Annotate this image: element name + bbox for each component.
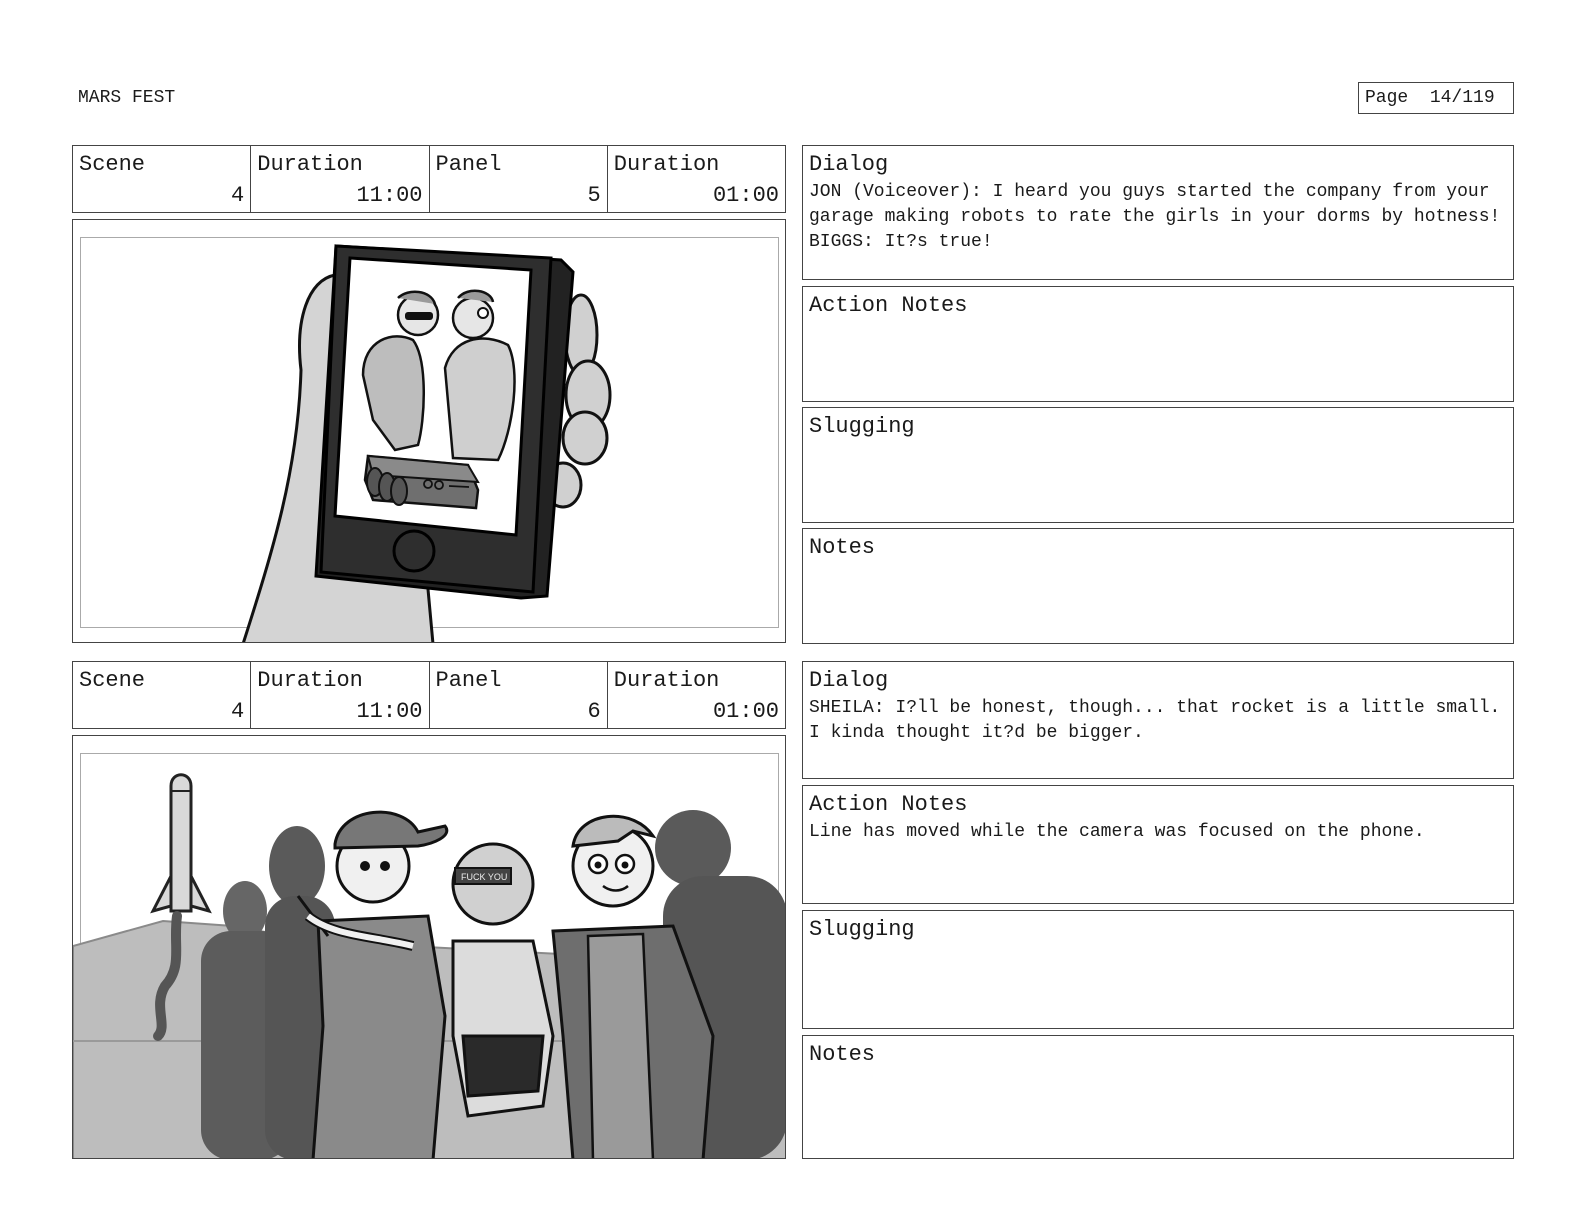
scene-label: Scene	[79, 152, 146, 177]
dialog-label: Dialog	[809, 668, 889, 693]
action-notes-text: Line has moved while the camera was focused on the phone.	[809, 822, 1425, 842]
scene-number: 4	[231, 183, 245, 208]
panel-header-2	[72, 661, 786, 729]
action-notes-box-1	[802, 286, 1514, 402]
dialog-box-1	[802, 145, 1514, 280]
slugging-label: Slugging	[809, 414, 915, 439]
notes-box-1	[802, 528, 1514, 644]
panel-duration-cell	[608, 662, 785, 728]
slugging-label: Slugging	[809, 917, 915, 942]
visor-text: FUCK YOU	[461, 872, 508, 882]
scene-cell	[73, 662, 251, 728]
page-indicator	[1358, 82, 1514, 114]
scene-duration-value: 11:00	[356, 183, 423, 208]
scene-duration-cell	[251, 146, 429, 212]
duration-label: Duration	[613, 152, 720, 177]
page-number: 14/119	[1429, 88, 1495, 108]
panel-duration-value: 01:00	[712, 183, 779, 208]
panel-cell	[430, 146, 608, 212]
duration-label: Duration	[613, 668, 720, 693]
slugging-box-2	[802, 910, 1514, 1029]
scene-duration-value: 11:00	[356, 699, 423, 724]
rocket-crowd-illustration	[73, 736, 786, 1159]
panel-number: 6	[587, 699, 601, 724]
duration-label: Duration	[257, 668, 363, 693]
slugging-box-1	[802, 407, 1514, 523]
dialog-label: Dialog	[809, 152, 889, 177]
scene-label: Scene	[79, 668, 146, 693]
panel-duration-value: 01:00	[712, 699, 779, 724]
dialog-text: JON (Voiceover): I heard you guys started the company from your garage making robots to rate the girls in your dorms by hotness! BIGGS: It?s true!	[809, 182, 1501, 252]
scene-cell	[73, 146, 251, 212]
panel-image-frame-2	[72, 735, 786, 1159]
scene-duration-cell	[251, 662, 429, 728]
panel-image-frame-1	[72, 219, 786, 643]
notes-label: Notes	[809, 535, 876, 560]
notes-label: Notes	[809, 1042, 876, 1067]
duration-label: Duration	[257, 152, 363, 177]
panel-label: Panel	[435, 668, 502, 693]
dialog-box-2	[802, 661, 1514, 779]
panel-duration-cell	[608, 146, 785, 212]
panel-label: Panel	[435, 152, 502, 177]
page-label: Page	[1365, 88, 1409, 108]
action-notes-label: Action Notes	[809, 792, 968, 817]
scene-number: 4	[231, 699, 245, 724]
action-notes-box-2	[802, 785, 1514, 904]
dialog-text: SHEILA: I?ll be honest, though... that rocket is a little small. I kinda thought it?d be bigger.	[809, 698, 1512, 743]
panel-cell	[430, 662, 608, 728]
phone-photo-illustration	[73, 220, 786, 643]
panel-number: 5	[587, 183, 601, 208]
action-notes-label: Action Notes	[809, 293, 968, 318]
project-title: MARS FEST	[78, 88, 176, 108]
notes-box-2	[802, 1035, 1514, 1159]
panel-header-1	[72, 145, 786, 213]
